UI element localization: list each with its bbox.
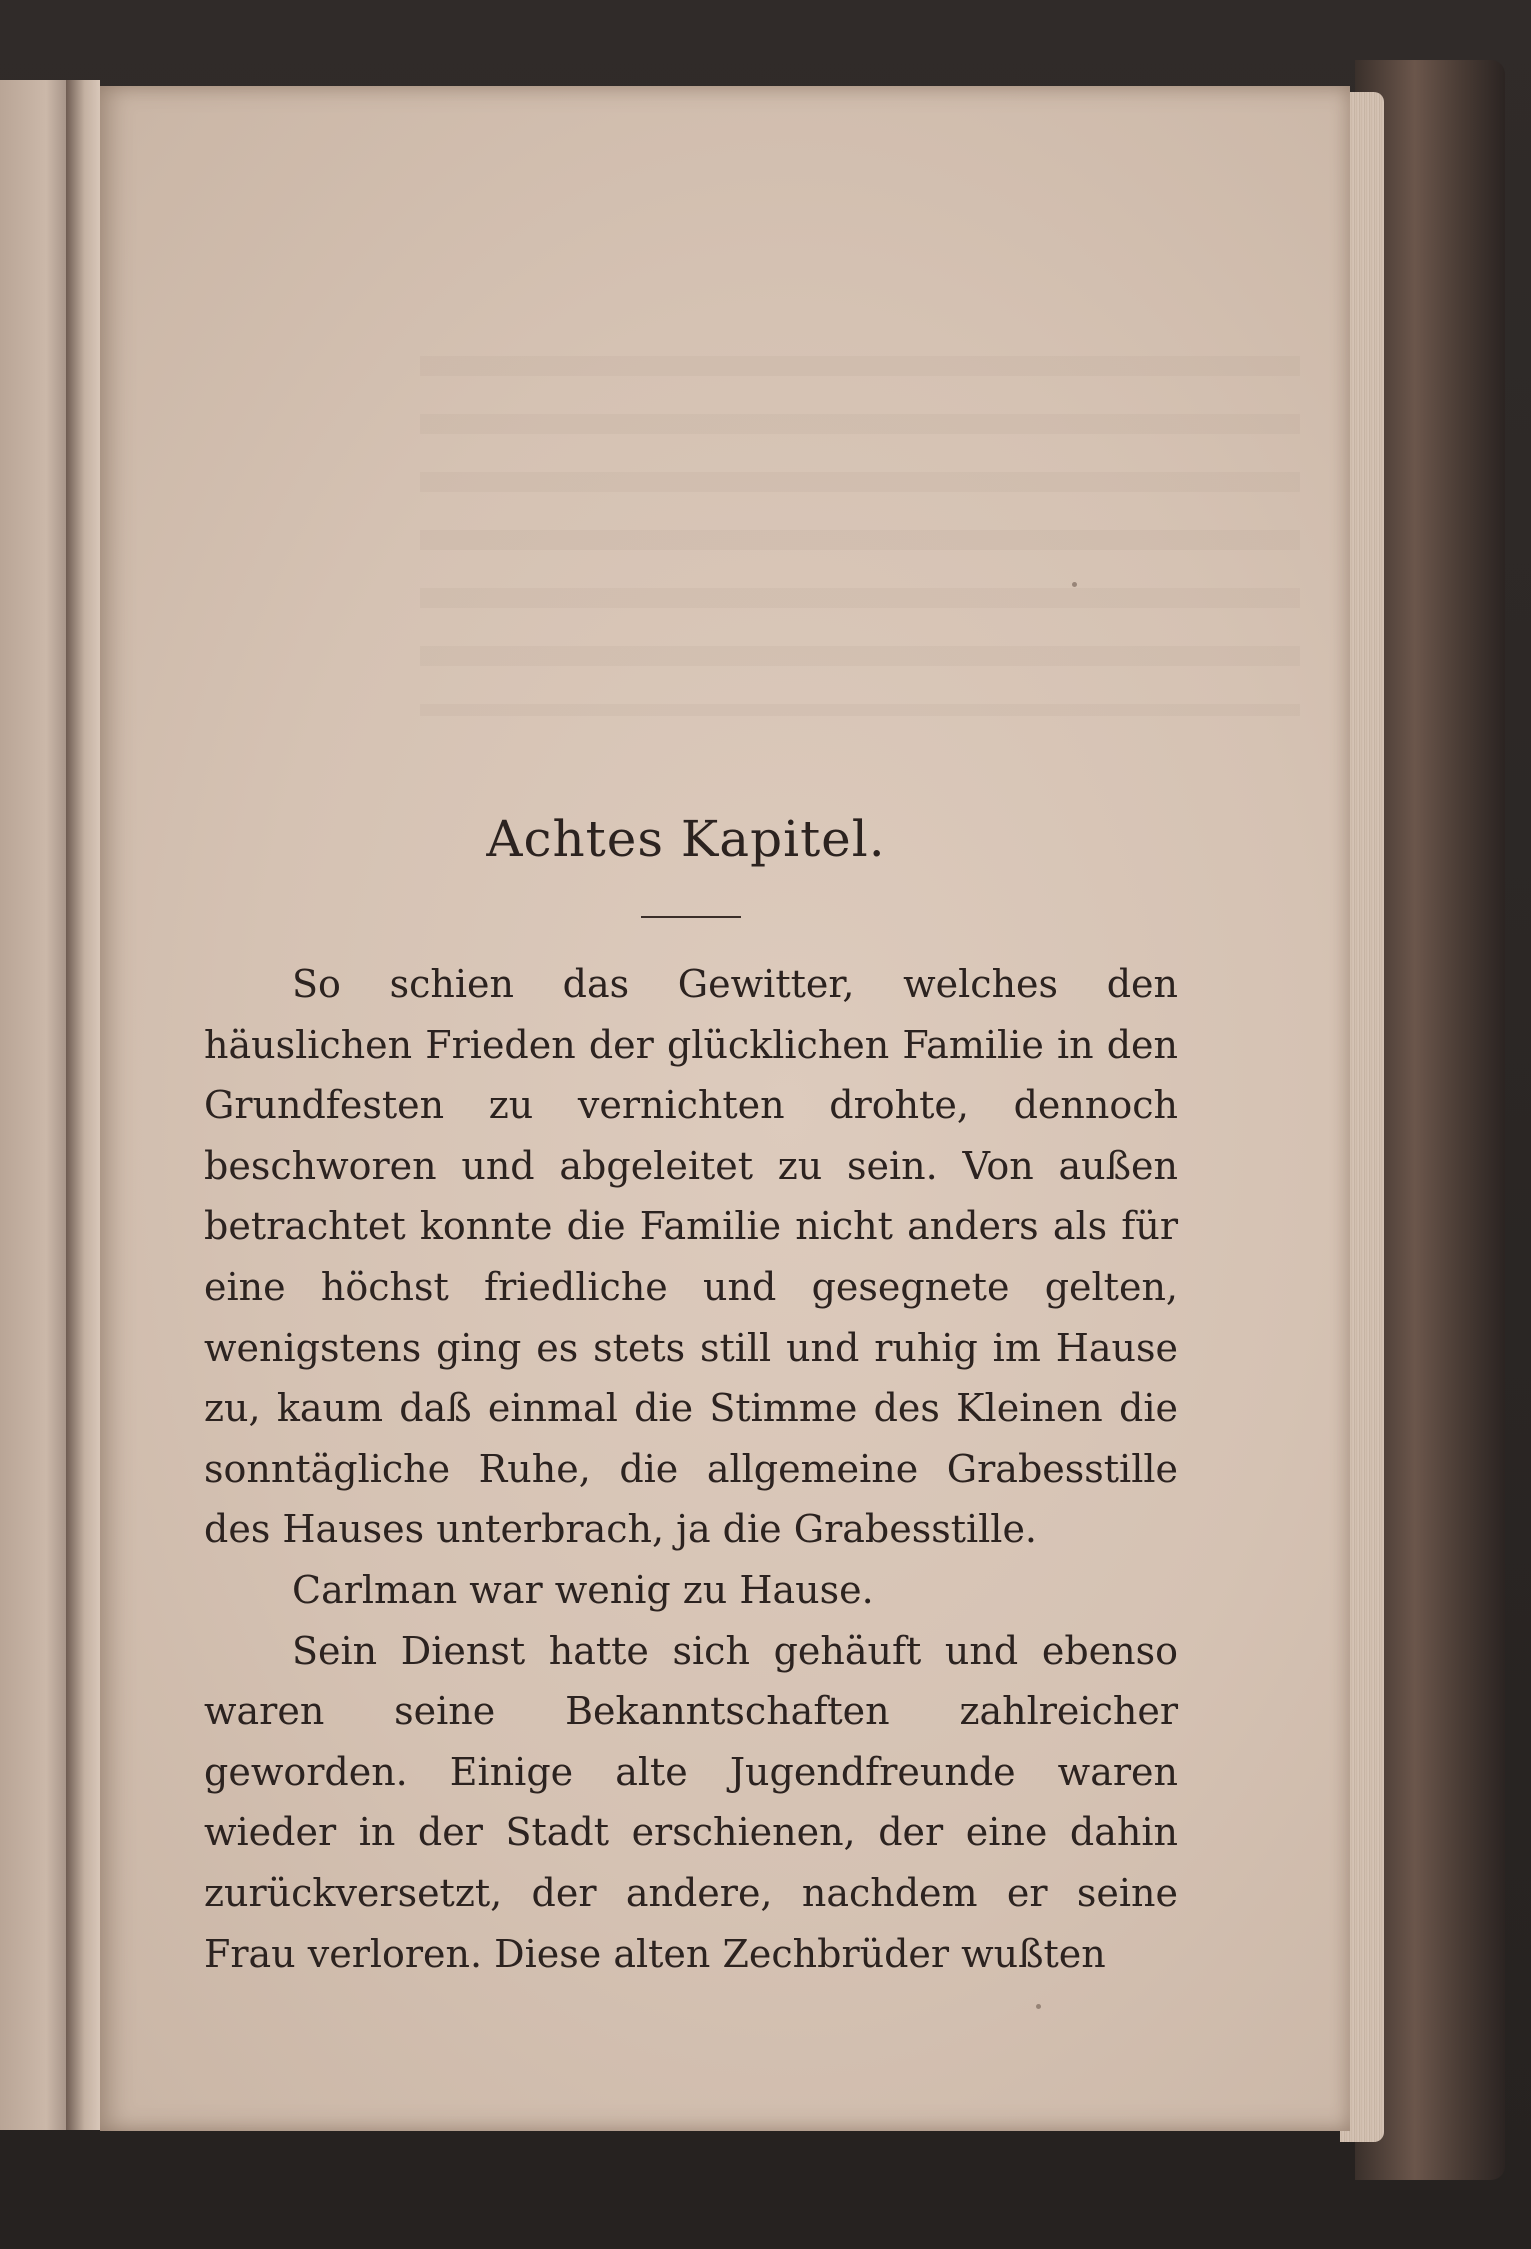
chapter-title: Achtes Kapitel. [486,810,886,868]
previous-page-edge [0,80,69,2130]
paper-speck [1072,582,1077,587]
paragraph-2: Carlman war wenig zu Hause. [292,1567,874,1612]
paper-speck [1036,2004,1041,2009]
paragraph-3: Sein Dienst hatte sich gehäuft und ebenso waren seine Bekanntschaften zahlreicher geworden. Einige alte Jugendfreunde waren wieder in der Stadt erschienen, der eine dahin zurückversetzt, der andere, nachdem er seine Frau verloren. Diese alten Zechbrüder wußten [204,1628,1178,1976]
book-gutter [66,80,100,2130]
title-rule [641,916,741,918]
ink-bleed-through [420,356,1300,716]
paragraph-1: So schien das Gewitter, welches den häuslichen Frieden der glücklichen Familie in den Grundfesten zu vernichten drohte, dennoch beschworen und abgeleitet zu sein. Von außen betrachtet konnte die Familie nicht anders als für eine höchst friedliche und gesegnete gelten, wenigstens ging es stets still und ruhig im Hause zu, kaum daß einmal die Stimme des Kleinen die sonntägliche Ruhe, die allgemeine Grabesstille des Hauses unterbrach, ja die Grabesstille. [204,962,1178,1552]
page-text [204,770,1178,1984]
